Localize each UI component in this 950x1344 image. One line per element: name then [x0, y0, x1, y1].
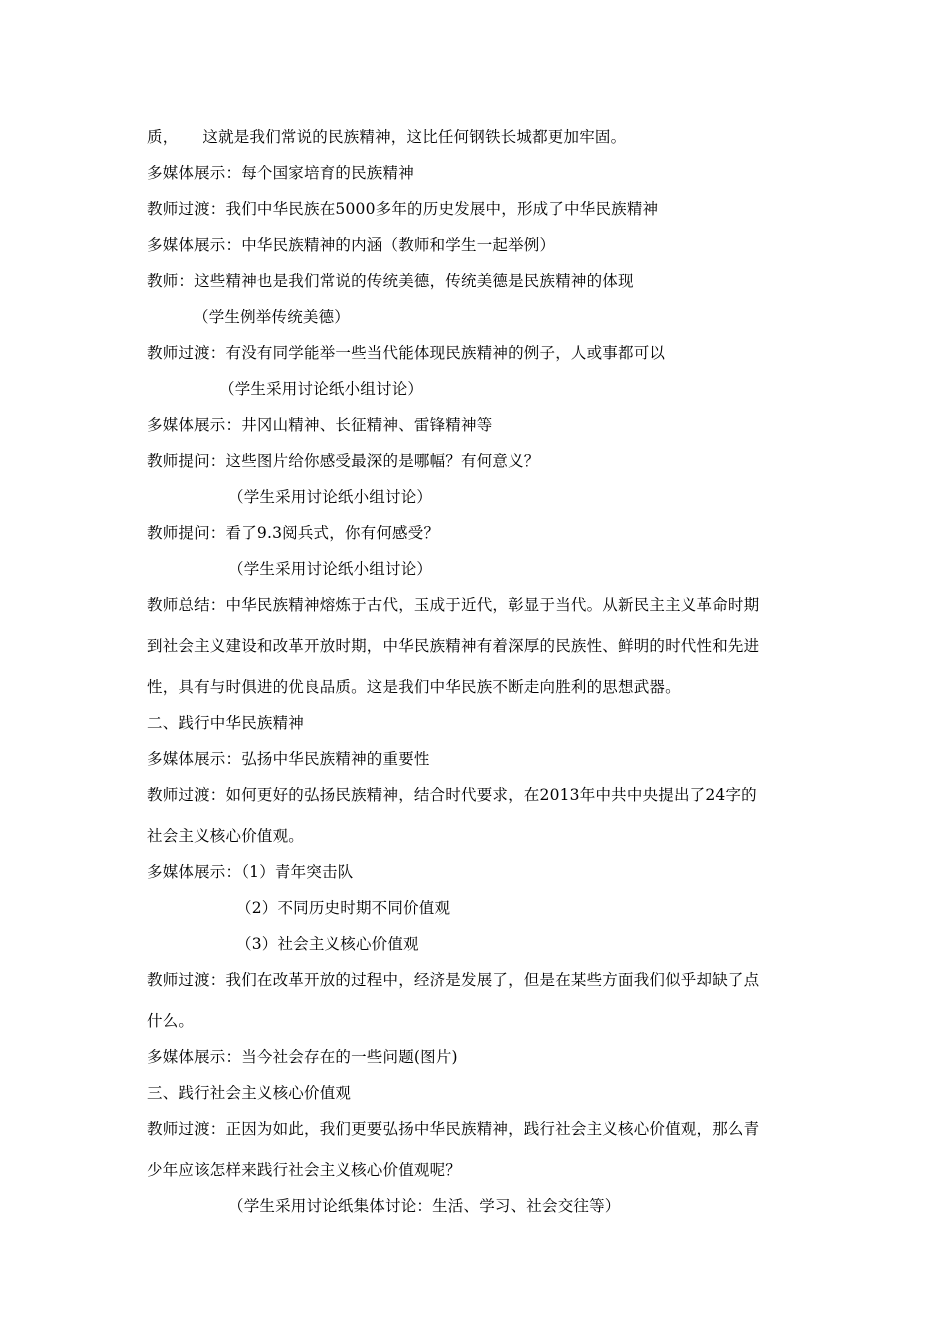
paragraph-line: 教师：这些精神也是我们常说的传统美德，传统美德是民族精神的体现: [147, 272, 634, 290]
section-heading: 三、践行社会主义核心价值观: [147, 1084, 352, 1102]
paragraph-line: （2）不同历史时期不同价值观: [236, 899, 451, 917]
paragraph-line: （3）社会主义核心价值观: [236, 935, 419, 953]
paragraph-line: 多媒体展示：井冈山精神、长征精神、雷锋精神等: [147, 416, 493, 434]
line-fragment: 质，: [147, 128, 179, 146]
paragraph-line: （学生采用讨论纸集体讨论：生活、学习、社会交往等）: [228, 1197, 621, 1215]
paragraph-line: （学生例举传统美德）: [193, 308, 351, 326]
line-fragment: 这就是我们常说的民族精神，这比任何钢铁长城都更加牢固。: [202, 128, 627, 146]
paragraph-line: 多媒体展示：弘扬中华民族精神的重要性: [147, 750, 430, 768]
paragraph-line: （学生采用讨论纸小组讨论）: [228, 560, 433, 578]
paragraph-line: 教师总结：中华民族精神熔炼于古代，玉成于近代，彰显于当代。从新民主主义革命时期: [147, 596, 760, 614]
paragraph-line: 性，具有与时俱进的优良品质。这是我们中华民族不断走向胜利的思想武器。: [147, 678, 681, 696]
paragraph-line: 教师过渡：我们在改革开放的过程中，经济是发展了，但是在某些方面我们似乎却缺了点: [147, 971, 760, 989]
paragraph-line: （学生采用讨论纸小组讨论）: [219, 380, 424, 398]
paragraph-line: 多媒体展示：每个国家培育的民族精神: [147, 164, 414, 182]
paragraph-line: 教师过渡：有没有同学能举一些当代能体现民族精神的例子，人或事都可以: [147, 344, 666, 362]
paragraph-line: 教师过渡：我们中华民族在5000多年的历史发展中，形成了中华民族精神: [147, 200, 659, 218]
paragraph-line: 多媒体展示：中华民族精神的内涵（教师和学生一起举例）: [147, 236, 556, 254]
paragraph-line: 多媒体展示：当今社会存在的一些问题(图片): [147, 1048, 458, 1066]
paragraph-line: 教师提问：这些图片给你感受最深的是哪幅？有何意义？: [147, 452, 540, 470]
paragraph-line: 到社会主义建设和改革开放时期，中华民族精神有着深厚的民族性、鲜明的时代性和先进: [147, 637, 760, 655]
paragraph-line: [147, 127, 812, 147]
paragraph-line: 教师过渡：如何更好的弘扬民族精神，结合时代要求，在2013年中共中央提出了24字的: [147, 786, 757, 804]
paragraph-line: 什么。: [147, 1012, 195, 1030]
paragraph-line: 少年应该怎样来践行社会主义核心价值观呢？: [147, 1161, 462, 1179]
section-heading: 二、践行中华民族精神: [147, 714, 305, 732]
paragraph-line: 多媒体展示：（1）青年突击队: [147, 863, 354, 881]
paragraph-line: 社会主义核心价值观。: [147, 827, 305, 845]
paragraph-line: 教师过渡：正因为如此，我们更要弘扬中华民族精神，践行社会主义核心价值观，那么青: [147, 1120, 760, 1138]
paragraph-line: 教师提问：看了9.3阅兵式，你有何感受？: [147, 524, 440, 542]
paragraph-line: （学生采用讨论纸小组讨论）: [228, 488, 433, 506]
